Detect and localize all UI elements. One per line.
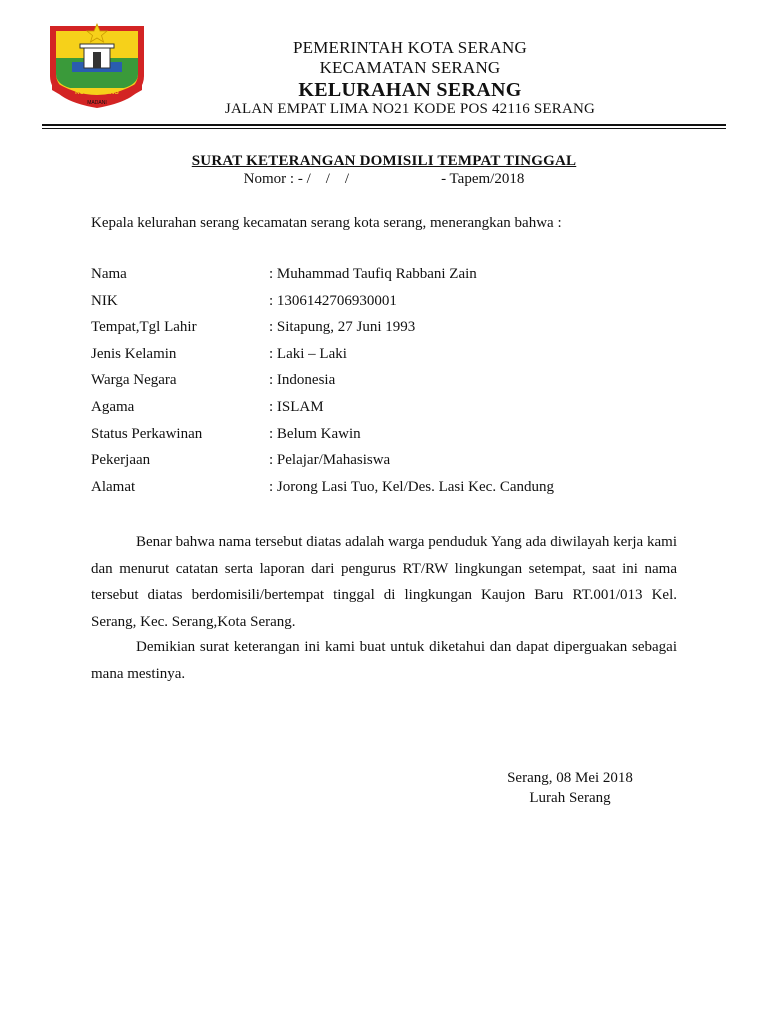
field-label: Jenis Kelamin <box>91 345 177 362</box>
field-label: NIK <box>91 292 118 309</box>
resident-data-table <box>91 266 554 505</box>
field-value: : 1306142706930001 <box>269 292 397 309</box>
letterhead-divider-thick <box>42 124 726 126</box>
field-row <box>91 452 554 479</box>
field-label: Nama <box>91 266 127 282</box>
field-label: Alamat <box>91 478 136 495</box>
field-label: Tempat,Tgl Lahir <box>91 319 197 336</box>
opening-statement: Kepala kelurahan serang kecamatan serang kota serang, menerangkan bahwa : <box>91 215 562 231</box>
field-row <box>91 319 554 346</box>
signature-block <box>480 768 660 808</box>
field-label: Pekerjaan <box>91 452 151 469</box>
signature-position: Lurah Serang <box>529 790 611 806</box>
body-paragraph-domicile: Benar bahwa nama tersebut diatas adalah warga penduduk Yang ada diwilayah kerja kami dan menurut catatan serta laporan dari pengurus RT/RW lingkungan setempat, saat ini nama tersebut diatas berdomisili/bertempat tinggal di lingkungan Kaujon Baru RT.001/013 Kel. Serang, Kec. Serang,Kota Serang. <box>91 534 677 630</box>
field-label: Status Perkawinan <box>91 425 203 442</box>
field-label: Agama <box>91 398 135 415</box>
field-value: : ISLAM <box>269 398 324 415</box>
field-row <box>91 479 554 506</box>
field-value: : Indonesia <box>269 372 336 389</box>
field-value: : Laki – Laki <box>269 345 347 362</box>
field-label: Warga Negara <box>91 372 177 389</box>
logo-text-motto: MADANI <box>87 100 107 106</box>
letterhead-district: KECAMATAN SERANG <box>319 58 501 77</box>
document-number-suffix: - Tapem/2018 <box>441 171 525 187</box>
field-row <box>91 266 554 293</box>
field-value: : Sitapung, 27 Juni 1993 <box>269 319 416 336</box>
field-value: : Muhammad Taufiq Rabbani Zain <box>269 266 477 282</box>
field-row <box>91 399 554 426</box>
field-value: : Jorong Lasi Tuo, Kel/Des. Lasi Kec. Candung <box>269 478 554 495</box>
field-value: : Pelajar/Mahasiswa <box>269 452 391 469</box>
letterhead-divider-thin <box>42 128 726 129</box>
logo-text-city: KOTA SERANG <box>75 90 119 96</box>
letterhead-village: KELURAHAN SERANG <box>298 79 522 101</box>
field-row <box>91 426 554 453</box>
signature-place-date: Serang, 08 Mei 2018 <box>507 770 633 786</box>
document-title: SURAT KETERANGAN DOMISILI TEMPAT TINGGAL <box>191 153 577 169</box>
field-row <box>91 346 554 373</box>
field-row <box>91 293 554 320</box>
city-emblem-logo <box>44 18 150 112</box>
field-row <box>91 372 554 399</box>
letterhead-address: JALAN EMPAT LIMA NO21 KODE POS 42116 SERANG <box>224 101 596 117</box>
document-number <box>0 171 768 188</box>
body-paragraph-closing: Demikian surat keterangan ini kami buat untuk diketahui dan dapat diperguakan sebagai mana mestinya. <box>91 639 677 682</box>
field-value: : Belum Kawin <box>269 425 361 442</box>
letterhead-government: PEMERINTAH KOTA SERANG <box>292 38 528 57</box>
document-number-prefix: Nomor : - / / / <box>243 171 350 187</box>
